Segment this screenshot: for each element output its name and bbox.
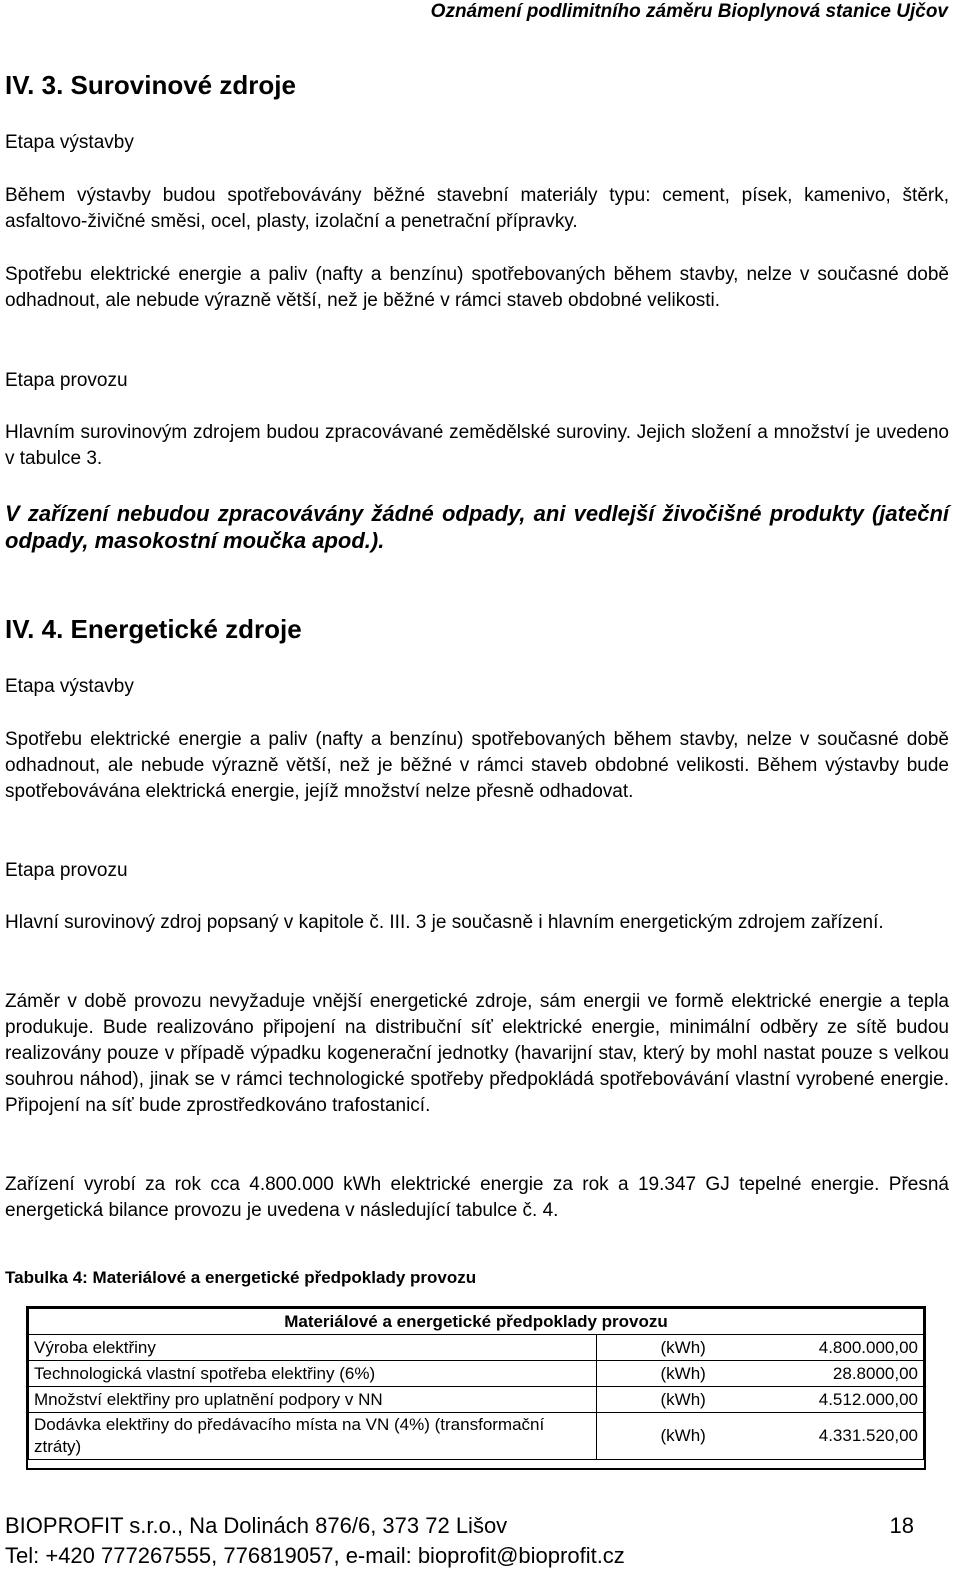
subheading-operation: Etapa provozu — [5, 860, 128, 881]
row-unit: (kWh) — [596, 1413, 769, 1460]
subheading-construction: Etapa výstavby — [5, 132, 134, 153]
paragraph-operation-raw-materials: Hlavním surovinovým zdrojem budou zpracovávané zemědělské suroviny. Jejich složení a množství je uvedeno v tabulce 3. — [5, 422, 949, 469]
table-caption: Tabulka 4: Materiálové a energetické předpoklady provozu — [5, 1268, 477, 1287]
table-title: Materiálové a energetické předpoklady provozu — [29, 1309, 924, 1335]
row-value: 4.331.520,00 — [769, 1413, 923, 1460]
paragraph-operation-source: Hlavní surovinový zdroj popsaný v kapitole č. III. 3 je současně i hlavním energetickým zdrojem zařízení. — [5, 912, 884, 933]
paragraph-annual-production: Zařízení vyrobí za rok cca 4.800.000 kWh elektrické energie za rok a 19.347 GJ tepelné energie. Přesná energetická bilance provozu je uvedena v následující tabulce č. 4. — [5, 1174, 949, 1221]
subheading-construction: Etapa výstavby — [5, 676, 134, 697]
paragraph-construction-materials: Během výstavby budou spotřebovávány běžné stavební materiály typu: cement, písek, kamenivo, štěrk, asfaltovo-živičné směsi, ocel, plasty, izolační a penetrační přípravky. — [5, 185, 949, 232]
paragraph-construction-energy: Spotřebu elektrické energie a paliv (nafty a benzínu) spotřebovaných během stavby, nelze v současné době odhadnout, ale nebude výrazně větší, než je běžné v rámci staveb obdobné velikosti. Během výstavby bude spotřebovávána elektrická energie, jejíž množství nelze přesně odhadovat. — [5, 729, 949, 802]
row-value: 4.512.000,00 — [769, 1387, 923, 1413]
page-number: 18 — [889, 1513, 914, 1538]
row-description: Dodávka elektřiny do předávacího místa na VN (4%) (transformační ztráty) — [29, 1413, 597, 1460]
table-header-row — [29, 1309, 924, 1335]
table-row — [29, 1361, 924, 1387]
row-description: Výroba elektřiny — [29, 1335, 597, 1361]
energy-table — [28, 1308, 924, 1460]
table-row — [29, 1335, 924, 1361]
table-row — [29, 1387, 924, 1413]
footer-contact: Tel: +420 777267555, 776819057, e-mail: bioprofit@bioprofit.cz — [5, 1543, 625, 1568]
row-unit: (kWh) — [596, 1361, 769, 1387]
row-value: 4.800.000,00 — [769, 1335, 923, 1361]
row-description: Množství elektřiny pro uplatnění podpory v NN — [29, 1387, 597, 1413]
row-unit: (kWh) — [596, 1335, 769, 1361]
row-value: 28.8000,00 — [769, 1361, 923, 1387]
subheading-operation: Etapa provozu — [5, 370, 128, 391]
paragraph-construction-energy: Spotřebu elektrické energie a paliv (nafty a benzínu) spotřebovaných během stavby, nelze v současné době odhadnout, ale nebude výrazně větší, než je běžné v rámci staveb obdobné velikosti. — [5, 264, 949, 311]
row-unit: (kWh) — [596, 1387, 769, 1413]
footer-address: BIOPROFIT s.r.o., Na Dolinách 876/6, 373 72 Lišov — [5, 1513, 508, 1538]
section-heading-iv4: IV. 4. Energetické zdroje — [5, 614, 302, 644]
running-header: Oznámení podlimitního záměru Bioplynová stanice Ujčov — [430, 1, 948, 22]
section-heading-iv3: IV. 3. Surovinové zdroje — [5, 70, 296, 100]
paragraph-no-waste-note: V zařízení nebudou zpracovávány žádné odpady, ani vedlejší živočišné produkty (jateční odpady, masokostní moučka apod.). — [5, 501, 949, 553]
paragraph-operation-grid: Záměr v době provozu nevyžaduje vnější energetické zdroje, sám energii ve formě elektrické energie a tepla produkuje. Bude realizováno připojení na distribuční síť elektrické energie, minimální odběry ze sítě budou realizovány pouze v případě výpadku kogenerační jednotky (havarijní stav, který by mohl nastat pouze s velkou souhrou náhod), jinak se v rámci technologické spotřeby předpokládá spotřebovávání vlastní vyrobené energie. Připojení na síť bude zprostředkováno trafostanicí. — [5, 991, 949, 1116]
table-row — [29, 1413, 924, 1460]
row-description: Technologická vlastní spotřeba elektřiny (6%) — [29, 1361, 597, 1387]
